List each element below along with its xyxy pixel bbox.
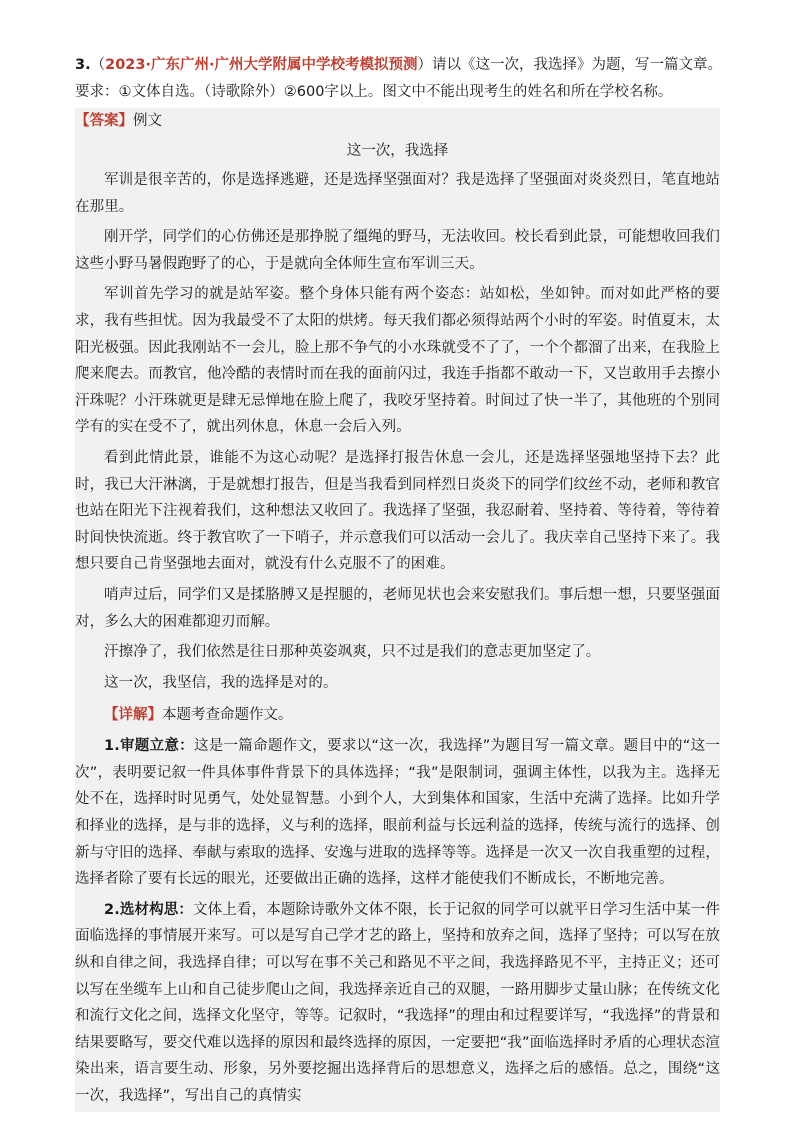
question-requirement: 要求：①文体自选。（诗歌除外）②600字以上。图文中不能出现考生的姓名和所在学校名称。	[75, 84, 673, 100]
document-page	[75, 52, 720, 1112]
essay-paragraph: 刚开学，同学们的心仿佛还是那挣脱了缰绳的野马，无法收回。校长看到此景，可能想收回我们这些小野马暑假跑野了的心，于是就向全体师生宣布军训三天。	[75, 229, 720, 272]
detail-p1-label: 1.审题立意：	[104, 738, 194, 755]
essay-paragraph: 这一次，我坚信，我的选择是对的。	[104, 674, 338, 691]
detail-paragraph-1	[75, 733, 720, 893]
detail-p2-label: 2.选材构思：	[104, 901, 194, 918]
source-open: （	[90, 57, 106, 73]
essay-paragraph: 军训是很辛苦的，你是选择逃避，还是选择坚强面对？我是选择了坚强面对炎炎烈日，笔直地站在那里。	[75, 172, 720, 215]
essay-paragraph: 军训首先学习的就是站军姿。整个身体只能有两个姿态：站如松，坐如钟。而对如此严格的要求，我有些担忧。因为我最受不了太阳的烘烤。每天我们都必须得站两个小时的军姿。时值夏末，太阳光极强。因此我刚站不一会儿，脸上那不争气的小水珠就受不了了，一个个都溜了出来，在我脸上爬来爬去。而教官，他冷酷的表情时而在我的面前闪过，我连手指都不敢动一下，又岂敢用手去擦小汗珠呢？小汗珠就更是肆无忌惮地在脸上爬了，我咬牙坚持着。时间过了快一半了，其他班的个别同学有的实在受不了，就出列休息，休息一会后入列。	[75, 286, 720, 436]
essay-paragraph: 看到此情此景，谁能不为这心动呢？是选择打报告休息一会儿，还是选择坚强地坚持下去？此时，我已大汗淋漓，于是就想打报告，但是当我看到同样烈日炎炎下的同学们纹丝不动，老师和教官也站在阳光下注视着我们，这种想法又收回了。我选择了坚强，我忍耐着、坚持着、等待着，等待着时间快快流逝。终于教官吹了一下哨子，并示意我们可以活动一会儿了。我庆幸自己坚持下来了。我想只要自己肯坚强地去面对，就没有什么克服不了的困难。	[75, 449, 720, 573]
detail-paragraph-2	[75, 897, 720, 1110]
detail-p1-text: 这是一篇命题作文，要求以“这一次，我选择”为题目写一篇文章。题目中的“这一次”，表明要记叙一件具体事件背景下的具体选择；“我”是限制词，强调主体性，以我为主。选择无处不在，选择时时见勇气，处处显智慧。小到个人，大到集体和国家，生活中充满了选择。比如升学和择业的选择，是与非的选择，义与利的选择，眼前利益与长远利益的选择，传统与流行的选择、创新与守旧的选择、奉献与索取的选择、安逸与进取的选择等等。选择是一次又一次自我重塑的过程，选择者除了要有长远的眼光，还要做出正确的选择，这样才能使我们不断成长，不断地完善。	[75, 738, 720, 888]
answer-header	[75, 108, 720, 134]
answer-block	[75, 108, 720, 1112]
detail-tag-suffix: 本题考查命题作文。	[162, 707, 293, 724]
question-prompt: 请以《这一次，我选择》为题，写一篇文章。	[431, 57, 722, 73]
detail-p2-text: 文体上看，本题除诗歌外文体不限，长于记叙的同学可以就平日学习生活中某一件面临选择的事情展开来写。可以是写自己学才艺的路上，坚持和放弃之间，选择了坚持；可以写在放纵和自律之间，我选择自律；可以写在事不关己和路见不平之间，我选择路见不平，主持正义；还可以写在坐缆车上山和自己徒步爬山之间，我选择亲近自己的双腿，一路用脚步丈量山脉；在传统文化和流行文化之间，选择文化坚守，等等。记叙时，“我选择”的理由和过程要详写，“我选择”的背景和结果要略写，要交代难以选择的原因和最终选择的原因，一定要把“我”面临选择时矛盾的心理状态渲染出来，语言要生动、形象，另外要挖掘出选择背后的思想意义，选择之后的感悟。总之，围绕“这一次，我选择”，写出自己的真情实	[75, 901, 720, 1104]
essay-title: 这一次，我选择	[346, 143, 449, 159]
source-close: ）	[417, 57, 432, 73]
question-header	[75, 52, 720, 79]
essay-paragraph: 汗擦净了，我们依然是往日那种英姿飒爽，只不过是我们的意志更加坚定了。	[104, 644, 601, 661]
question-source: 2023·广东广州·广州大学附属中学校考模拟预测	[105, 57, 418, 73]
essay-paragraph: 哨声过后，同学们又是揉胳膊又是捏腿的，老师见状也会来安慰我们。事后想一想，只要坚强面对，多么大的困难都迎刃而解。	[75, 586, 720, 630]
answer-tag-suffix: 例文	[133, 113, 162, 129]
question-number: 3.	[75, 57, 91, 73]
detail-tag: 【详解】	[104, 707, 162, 724]
answer-tag: 【答案】	[75, 113, 133, 129]
detail-header	[75, 702, 720, 729]
